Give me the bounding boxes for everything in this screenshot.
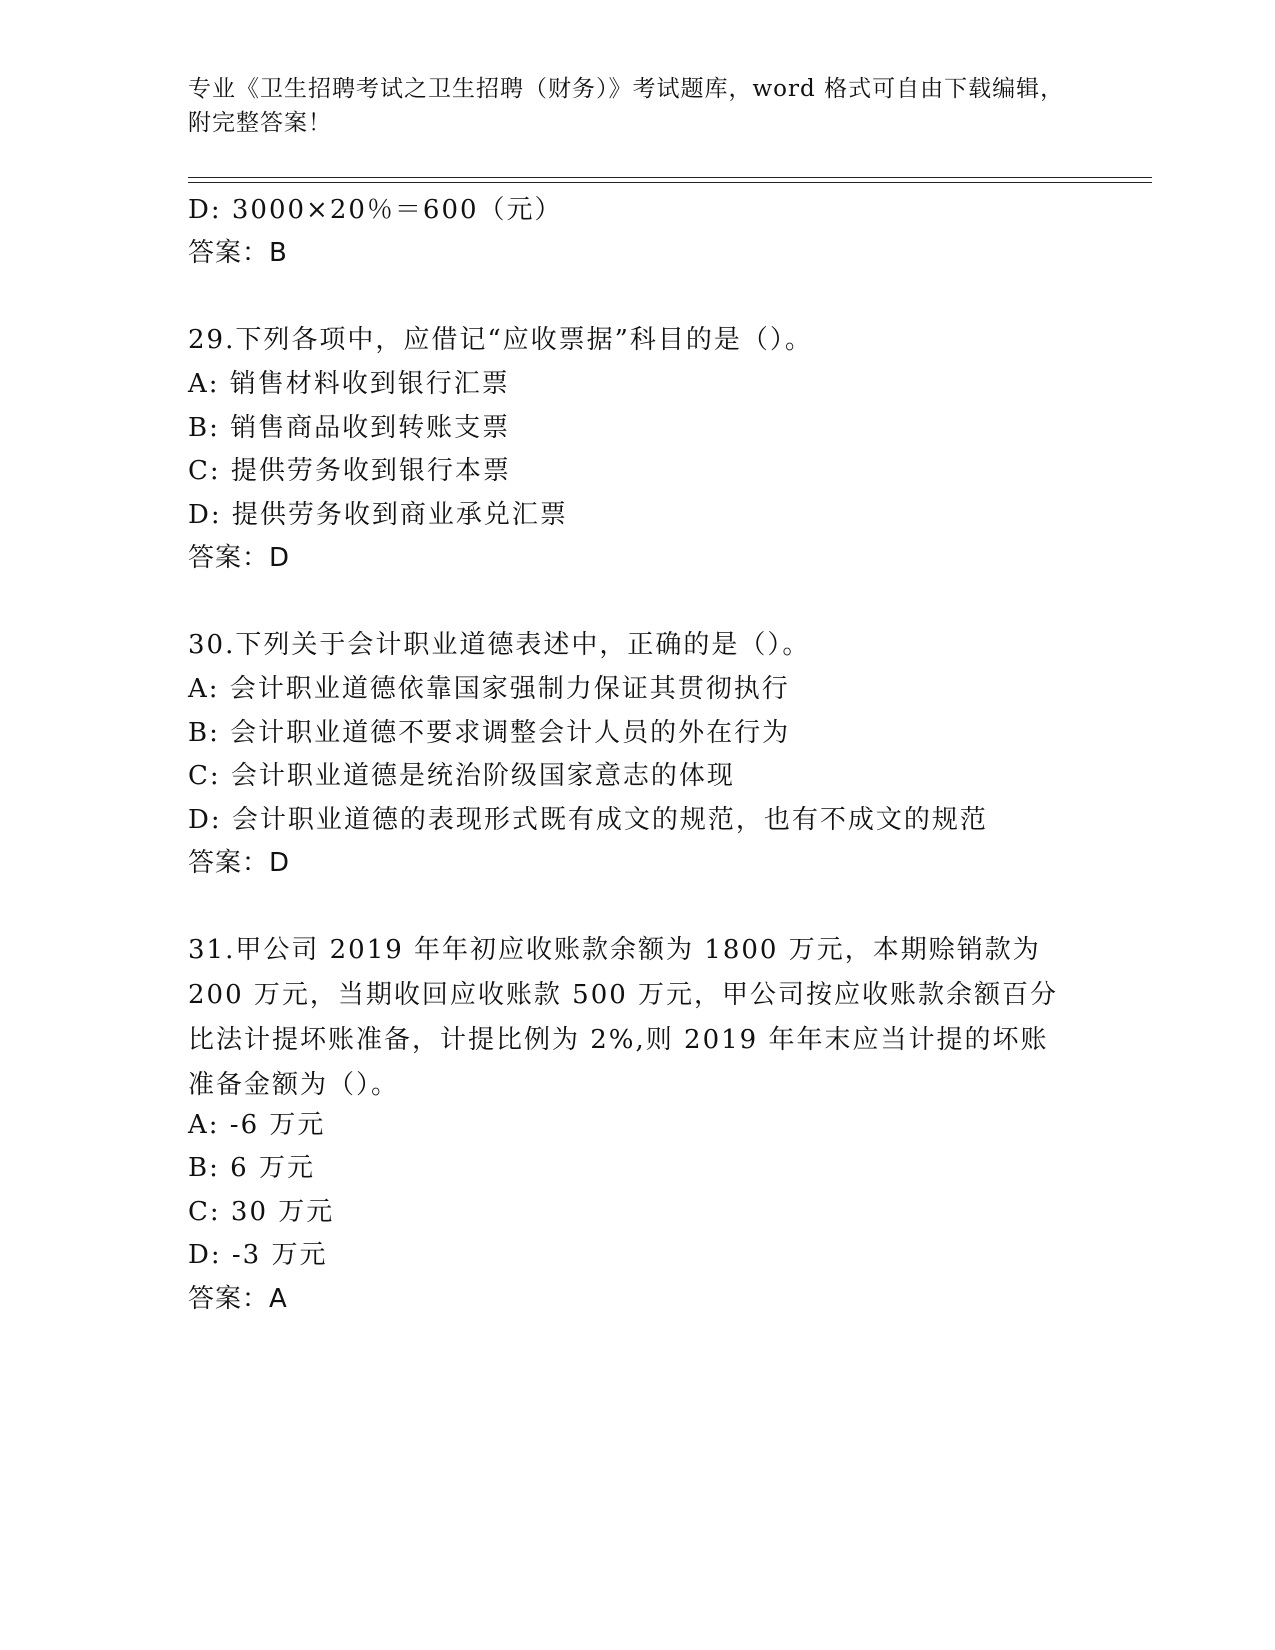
question-29-option-c: C: 提供劳务收到银行本票 [188, 456, 511, 486]
question-31-stem: 31.甲公司 2019 年年初应收账款余额为 1800 万元，本期赊销款为 200 万元，当期收回应收账款 500 万元，甲公司按应收账款余额百分比法计提坏账准备，计提比例为 2%,则 2019 年年末应当计提的坏账准备金额为（）。 [188, 935, 1059, 1100]
question-31-option-a: A: -6 万元 [188, 1110, 326, 1140]
header-rule-bottom [188, 182, 1152, 183]
header-rule-top [188, 177, 1152, 178]
question-31-option-b: B: 6 万元 [188, 1153, 315, 1183]
question-30-option-a: A: 会计职业道德依靠国家强制力保证其贯彻执行 [188, 674, 790, 704]
question-30-option-b: B: 会计职业道德不要求调整会计人员的外在行为 [188, 718, 791, 748]
question-29-answer: 答案：D [188, 543, 291, 573]
question-31-answer: 答案：A [188, 1284, 288, 1314]
question-30-option-c: C: 会计职业道德是统治阶级国家意志的体现 [188, 761, 735, 791]
option-d: D: 3000×20％＝600（元） [188, 195, 563, 225]
question-31-option-d: D: -3 万元 [188, 1240, 328, 1270]
question-30-option-d: D: 会计职业道德的表现形式既有成文的规范，也有不成文的规范 [188, 805, 988, 835]
question-30-answer: 答案：D [188, 848, 291, 878]
question-29-option-b: B: 销售商品收到转账支票 [188, 413, 511, 443]
answer-text: 答案：B [188, 238, 288, 268]
document-header: 专业《卫生招聘考试之卫生招聘（财务）》考试题库，word 格式可自由下载编辑，附完整答案！ [188, 76, 1065, 136]
question-30-stem: 30.下列关于会计职业道德表述中，正确的是（）。 [188, 630, 811, 660]
question-29-option-d: D: 提供劳务收到商业承兑汇票 [188, 500, 568, 530]
question-29-stem: 29.下列各项中，应借记“应收票据”科目的是（）。 [188, 325, 813, 355]
question-31-option-c: C: 30 万元 [188, 1197, 335, 1227]
question-29-option-a: A: 销售材料收到银行汇票 [188, 369, 510, 399]
